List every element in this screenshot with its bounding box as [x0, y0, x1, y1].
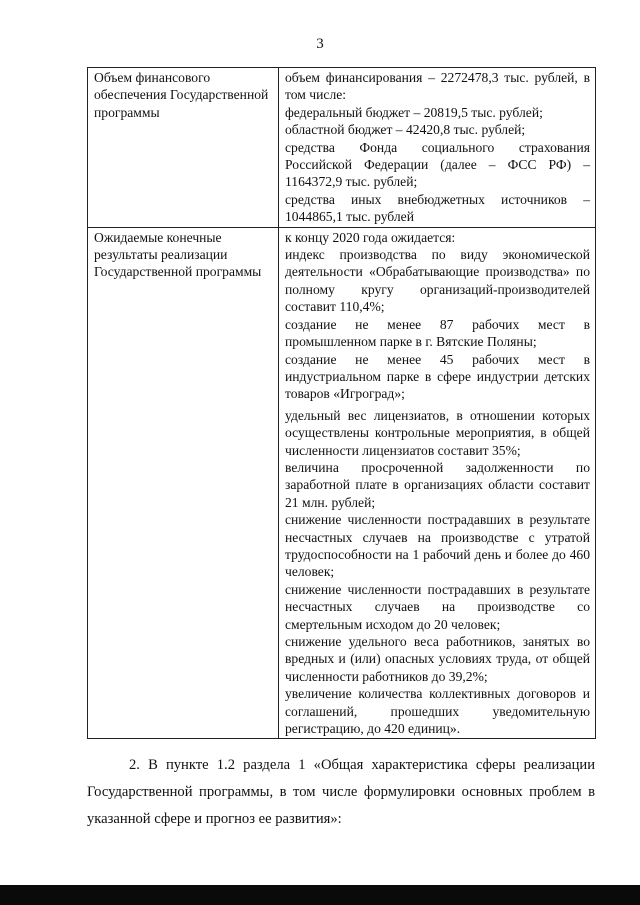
result-line: индекс производства по виду экономической деятельности «Обрабатывающие производства» по полному кругу организаций-производителей составит 110,4%;: [285, 247, 590, 315]
result-line: создание не менее 45 рабочих мест в индустриальном парке в сфере индустрии детских товаров «Игроград»;: [285, 351, 590, 402]
financing-line: объем финансирования – 2272478,3 тыс. рублей, в том числе:: [285, 70, 590, 103]
financing-label: Объем финансового обеспечения Государственной программы: [94, 70, 269, 120]
row-label-financing: [88, 68, 279, 228]
financing-line: средства иных внебюджетных источников – 1044865,1 тыс. рублей: [285, 191, 590, 225]
row-content-financing: [279, 68, 596, 228]
result-line: снижение численности пострадавших в результате несчастных случаев на производстве со смертельным исходом до 20 человек;: [285, 581, 590, 632]
financing-line: областной бюджет – 42420,8 тыс. рублей;: [285, 122, 526, 138]
financing-line: средства Фонда социального страхования Российской Федерации (далее – ФСС РФ) – 1164372,9 тыс. рублей;: [285, 139, 590, 190]
financing-line: федеральный бюджет – 20819,5 тыс. рублей;: [285, 104, 543, 120]
row-label-results: [88, 227, 279, 739]
scan-edge-bar: [0, 885, 640, 905]
result-line: величина просроченной задолженности по заработной плате в организациях области составит 21 млн. рублей;: [285, 459, 590, 510]
page-number: 3: [316, 36, 324, 52]
amendment-paragraph: 2. В пункте 1.2 раздела 1 «Общая характеристика сферы реализации Государственной программы, в том числе формулировки основных проблем в указанной сфере и прогноз ее развития»:: [87, 757, 595, 827]
results-label: Ожидаемые конечные результаты реализации Государственной программы: [94, 229, 262, 280]
result-line: удельный вес лицензиатов, в отношении которых осуществлены контрольные мероприятия, в общей численности лицензиатов составит 35%;: [285, 407, 590, 458]
result-line: к концу 2020 года ожидается:: [285, 229, 456, 245]
table-row: [88, 68, 596, 228]
result-line: создание не менее 87 рабочих мест в промышленном парке в г. Вятские Поляны;: [285, 316, 590, 350]
row-content-results: [279, 227, 596, 739]
result-line: снижение удельного веса работников, занятых во вредных и (или) опасных условиях труда, от общей численности работников до 39,2%;: [285, 634, 590, 684]
result-line: увеличение количества коллективных договоров и соглашений, прошедших уведомительную регистрацию, до 420 единиц».: [285, 686, 590, 737]
result-line: снижение численности пострадавших в результате несчастных случаев на производстве с утратой трудоспособности на 1 рабочий день и более до 460 человек;: [285, 512, 590, 580]
table-row: [88, 227, 596, 739]
program-passport-table: [87, 67, 596, 739]
